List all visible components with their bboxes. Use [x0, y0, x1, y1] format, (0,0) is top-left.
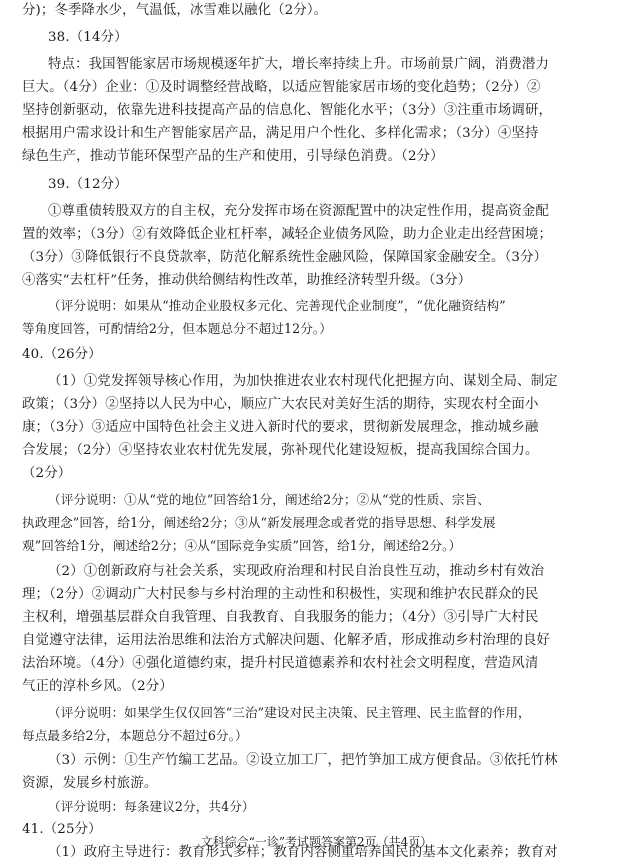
scoring-note: 等角度回答，可酌情给2分，但本题总分不超过12分。） [22, 321, 332, 336]
text-line: 绿色生产，推动节能环保型产品的生产和使用，引导绿色消费。（2分） [22, 149, 444, 164]
scoring-note: 每点最多给2分，本题总分不超过6分。） [22, 728, 248, 743]
text-line: 分)；冬季降水少，气温低，冰雪难以融化（2分）。 [22, 3, 328, 18]
text-line: 置的效率；（3分）②有效降低企业杠杆率，减轻企业债务风险，助力企业走出经营困境； [22, 227, 553, 242]
text-line: 坚持创新驱动，依靠先进科技提高产品的信息化、智能化水平；（3分）③注重市场调研， [22, 103, 553, 118]
text-line: （2分） [22, 466, 72, 481]
text-line: （3）示例：①生产竹编工艺品。②设立加工厂，把竹笋加工成方便食品。③依托竹林 [48, 753, 558, 768]
question-number: 41.（25分） [22, 822, 102, 837]
text-line: 合发展；（2分）④坚持农业农村优先发展，弥补现代化建设短板，提高我国综合国力。 [22, 443, 539, 458]
question-number: 38.（14分） [48, 30, 128, 45]
text-line: 特点：我国智能家居市场规模逐年扩大，增长率持续上升。市场前景广阔，消费潜力 [48, 57, 550, 72]
text-line: 根据用户需求设计和生产智能家居产品，满足用户个性化、多样化需求；（3分）④坚持 [22, 126, 539, 141]
scoring-note: （评分说明：①从“党的地位”回答给1分，阐述给2分；②从“党的性质、宗旨、 [48, 492, 491, 507]
text-line: 法治环境。（4分）④强化道德约束，提升村民道德素养和农村社会文明程度，营造风清 [22, 656, 539, 671]
text-line: 主权利，增强基层群众自我管理、自我教育、自我服务的能力；（4分）③引导广大村民 [22, 610, 539, 625]
question-number: 39.（12分） [48, 177, 128, 192]
text-line: ①尊重债转股双方的自主权，充分发挥市场在资源配置中的决定性作用，提高资金配 [48, 204, 550, 219]
text-line: 自觉遵守法律，运用法治思维和法治方式解决问题、化解矛盾，形成推动乡村治理的良好 [22, 633, 551, 648]
text-line: 理；（2分）②调动广大村民参与乡村治理的主动性和积极性，实现和维护农民群众的民 [22, 587, 539, 602]
text-line: 资源，发展乡村旅游。 [22, 776, 158, 791]
text-line: 政策；（3分）②坚持以人民为中心，顺应广大农民对美好生活的期待，实现农村全面小 [22, 397, 539, 412]
scoring-note: （评分说明：如果学生仅仅回答“三治”建设对民主决策、民主管理、民主监督的作用， [48, 705, 531, 720]
text-line: 气正的淳朴乡风。（2分） [22, 679, 173, 694]
text-line: （1）政府主导进行：教育形式多样；教育内容侧重培养国民的基本文化素养；教育对 [48, 845, 558, 860]
text-line: （2）①创新政府与社会关系，实现政府治理和村民自治良性互动，推动乡村有效治 [48, 564, 545, 579]
text-line: 巨大。（4分）企业：①及时调整经营战略，以适应智能家居市场的变化趋势；（2分）② [22, 80, 541, 95]
question-number: 40.（26分） [22, 347, 102, 362]
text-line: ④落实“去杠杆”任务，推动供给侧结构性改革，助推经济转型升级。（3分） [22, 273, 472, 288]
scoring-note: 观”回答给1分，阐述给2分；④从“国际竞争实质”回答，给1分，阐述给2分。） [22, 538, 462, 553]
scoring-note: （评分说明：如果从“推动企业股权多元化、完善现代企业制度”，“优化融资结构” [48, 298, 506, 313]
scoring-note: 执政理念”回答，给1分，阐述给2分；③从“新发展理念或者党的指导思想、科学发展 [22, 515, 496, 530]
scoring-note: （评分说明：每条建议2分，共4分） [48, 799, 255, 814]
text-line: 康；（3分）③适应中国特色社会主义进入新时代的要求，贯彻新发展理念，推动城乡融 [22, 420, 539, 435]
page-footer: 文科综合“一诊”考试题答案第2页（共4页） [200, 835, 433, 849]
text-line: （1）①党发挥领导核心作用，为加快推进农业农村现代化把握方向、谋划全局、制定 [48, 374, 558, 389]
text-line: （3分）③降低银行不良贷款率，防范化解系统性金融风险，保障国家金融安全。（3分） [22, 250, 548, 265]
